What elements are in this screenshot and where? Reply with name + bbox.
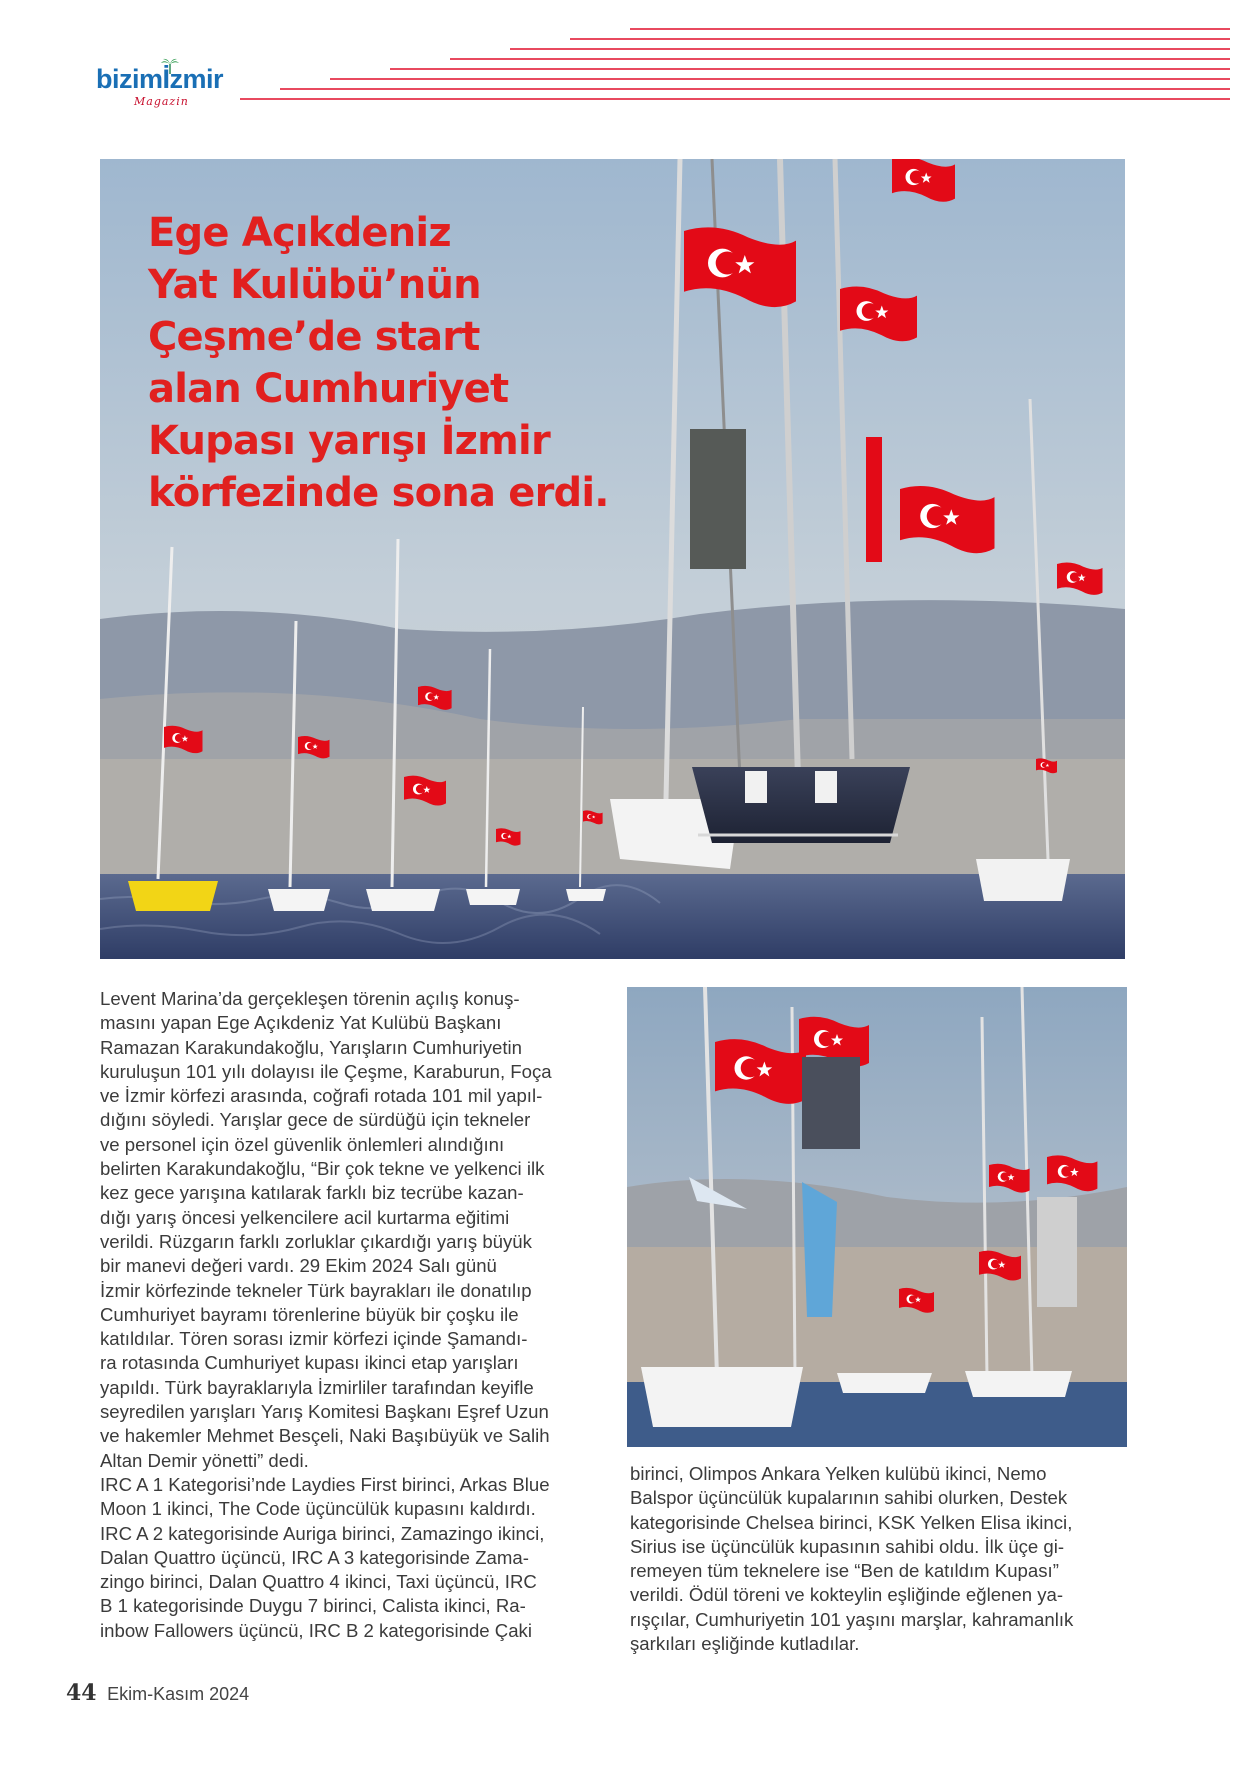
page-footer (66, 1680, 249, 1706)
text-line: ve hakemler Mehmet Besçeli, Naki Başıbüyük ve Salih (100, 1425, 550, 1447)
text-line: zingo birinci, Dalan Quattro 4 ikinci, Taxi üçüncü, IRC (100, 1571, 537, 1593)
text-line: verildi. Ödül töreni ve kokteylin eşliğinde eğlenen ya- (630, 1584, 1064, 1606)
hero-headline (148, 207, 668, 519)
magazine-logo (96, 64, 256, 114)
text-line: kez gece yarışına katılarak farklı biz tecrübe kazan- (100, 1182, 524, 1204)
sailboats-with-flags-illustration (627, 987, 1127, 1447)
text-line: yapıldı. Türk bayraklarıyla İzmirliler tarafından keyifle (100, 1376, 534, 1398)
text-line: Ramazan Karakundakoğlu, Yarışların Cumhuriyetin (100, 1036, 523, 1058)
header-decorative-rules (240, 28, 1230, 108)
text-line: ra rotasında Cumhuriyet kupası ikinci etap yarışları (100, 1352, 519, 1374)
logo-wordmark: bizimİzmir (96, 64, 224, 94)
text-line: birinci, Olimpos Ankara Yelken kulübü ikinci, Nemo (630, 1463, 1047, 1484)
logo-subtext: Magazin (134, 95, 189, 108)
text-line: Moon 1 ikinci, The Code üçüncülük kupasını kaldırdı. (100, 1498, 536, 1520)
article-body-right (630, 1462, 1130, 1656)
text-line: Dalan Quattro üçüncü, IRC A 3 kategorisinde Zama- (100, 1546, 529, 1568)
text-line: kategorisinde Chelsea birinci, KSK Yelken Elisa ikinci, (630, 1511, 1073, 1533)
text-line: inbow Fallowers üçüncü, IRC B 2 kategorisinde Çaki (100, 1619, 532, 1641)
page-number: 44 (66, 1680, 97, 1706)
palm-tree-icon (160, 58, 180, 74)
text-line: dığı yarış öncesi yelkencilere acil kurtarma eğitimi (100, 1206, 510, 1228)
text-line: İzmir körfezinde tekneler Türk bayrakları ile donatılıp (100, 1279, 532, 1301)
text-line: şarkıları eşliğinde kutladılar. (630, 1633, 860, 1655)
text-line: Cumhuriyet bayramı törenlerine büyük bir çoşku ile (100, 1303, 519, 1325)
text-line: masını yapan Ege Açıkdeniz Yat Kulübü Başkanı (100, 1012, 502, 1034)
headline-line: Yat Kulübü’nün (148, 262, 481, 308)
text-line: seyredilen yarışları Yarış Komitesi Başkanı Eşref Uzun (100, 1401, 549, 1423)
text-line: katıldılar. Tören sorası izmir körfezi içinde Şamandı- (100, 1328, 528, 1350)
headline-line: alan Cumhuriyet (148, 366, 509, 412)
text-line: Altan Demir yönetti” dedi. (100, 1449, 309, 1471)
text-line: Sirius ise üçüncülük kupasının sahibi oldu. İlk üçe gi- (630, 1535, 1065, 1557)
text-line: dığını söyledi. Yarışlar gece de sürdüğü için tekneler (100, 1109, 531, 1131)
text-line: Balspor üçüncülük kupalarının sahibi olurken, Destek (630, 1487, 1068, 1509)
text-line: IRC A 1 Kategorisi’nde Laydies First birinci, Arkas Blue (100, 1473, 550, 1495)
text-line: bir manevi değeri vardı. 29 Ekim 2024 Salı günü (100, 1255, 497, 1277)
text-line: B 1 kategorisinde Duygu 7 birinci, Calista ikinci, Ra- (100, 1595, 526, 1617)
text-line: IRC A 2 kategorisinde Auriga birinci, Zamazingo ikinci, (100, 1522, 545, 1544)
text-line: Levent Marina’da gerçekleşen törenin açılış konuş- (100, 988, 520, 1009)
headline-line: körfezinde sona erdi. (148, 470, 609, 516)
text-line: belirten Karakundakoğlu, “Bir çok tekne ve yelkenci ilk (100, 1158, 545, 1180)
hero-photo-sailboats (100, 159, 1125, 959)
text-line: ve personel için özel güvenlik önlemleri alındığını (100, 1133, 505, 1155)
text-line: kuruluşun 101 yılı dolayısı ile Çeşme, Karaburun, Foça (100, 1060, 552, 1082)
text-line: verildi. Rüzgarın farklı zorluklar çıkardığı yarış büyük (100, 1230, 532, 1252)
secondary-photo-sailboats (627, 987, 1127, 1447)
text-line: rışçılar, Cumhuriyetin 101 yaşını marşlar, kahramanlık (630, 1608, 1074, 1630)
headline-line: Çeşme’de start (148, 314, 480, 360)
issue-date: Ekim-Kasım 2024 (107, 1684, 250, 1704)
headline-line: Ege Açıkdeniz (148, 210, 451, 256)
article-body-left (100, 987, 600, 1643)
headline-line: Kupası yarışı İzmir (148, 418, 550, 464)
text-line: remeyen tüm teknelere ise “Ben de katıldım Kupası” (630, 1560, 1059, 1582)
text-line: ve İzmir körfezi arasında, coğrafi rotada 101 mil yapıl- (100, 1085, 543, 1107)
